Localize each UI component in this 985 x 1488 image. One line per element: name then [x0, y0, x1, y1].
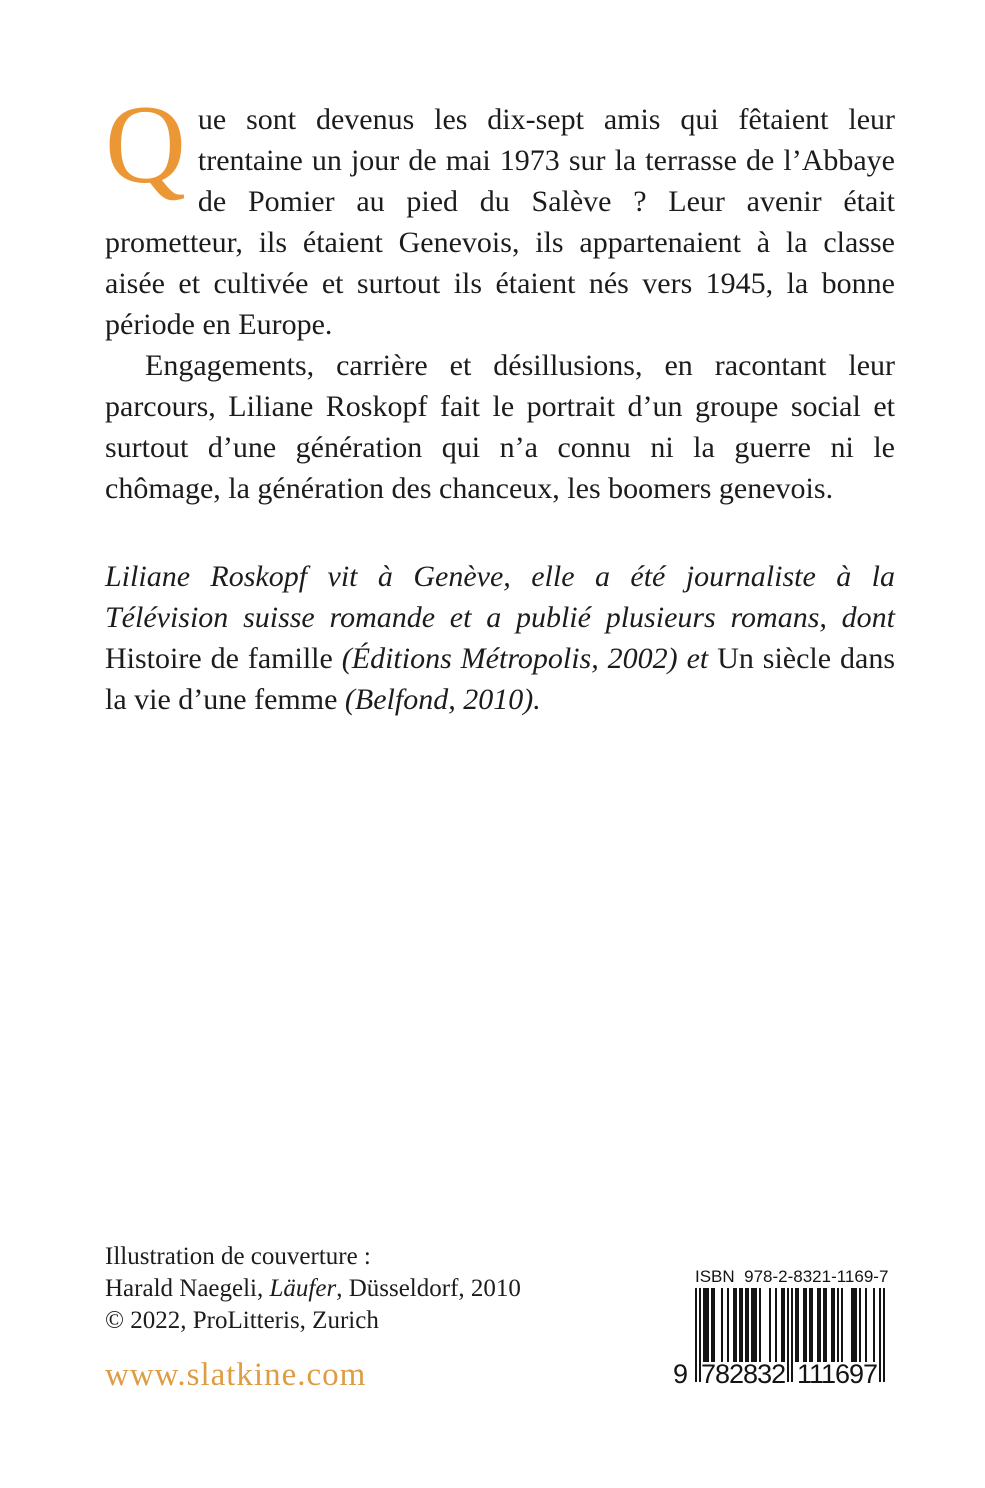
- credit-line-copyright: © 2022, ProLitteris, Zurich: [105, 1307, 379, 1334]
- bio-book-title-1: Histoire de famille: [105, 642, 333, 675]
- isbn-barcode: [647, 1266, 892, 1392]
- bio-text: (Belfond, 2010).: [337, 683, 541, 716]
- publisher-website-link[interactable]: www.slatkine.com: [105, 1357, 367, 1393]
- credit-artwork-title: Läufer: [269, 1275, 337, 1302]
- bio-book-title-2: Un siècle dans la vie d’une femme: [105, 642, 896, 716]
- credit-artwork-details: , Düsseldorf, 2010: [336, 1275, 521, 1302]
- bio-text: (Éditions Métropolis, 2002) et: [332, 642, 718, 675]
- isbn-number: ISBN 978-2-8321-1169-7: [695, 1267, 889, 1286]
- ean-digits-left: 782832: [701, 1359, 786, 1389]
- drop-cap-q: Q: [105, 83, 186, 207]
- credit-artist-name: Harald Naegeli,: [105, 1275, 270, 1302]
- credit-line-illustration: Illustration de couverture :: [105, 1243, 371, 1270]
- author-bio: [105, 556, 895, 720]
- ean-digits-right: 111697: [796, 1359, 878, 1389]
- synopsis-paragraph-2: Engagements, carrière et désillusions, en racontant leur parcours, Liliane Roskopf fait le portrait d’un groupe social et surtout d’une génération qui n’a connu ni la guerre ni le chômage, la génération des chanceux, les boomers genevois.: [105, 349, 895, 505]
- bio-text: Liliane Roskopf vit à Genève, elle a été journaliste à la Télévision suisse romande et a publié plusieurs romans, dont: [105, 560, 895, 634]
- cover-credits: [105, 1241, 605, 1337]
- synopsis: [105, 83, 895, 509]
- synopsis-paragraph-1: [105, 83, 895, 345]
- credit-line-artist: [105, 1273, 605, 1305]
- synopsis-paragraph-1-text: ue sont devenus les dix-sept amis qui fêtaient leur trentaine un jour de mai 1973 sur la terrasse de l’Abbaye de Pomier au pied du Salève ? Leur avenir était prometteur, ils étaient Genevois, ils appartenaient à la classe aisée et cultivée et surtout ils étaient nés vers 1945, la bonne période en Europe.: [105, 103, 895, 341]
- ean-digit-first: 9: [672, 1359, 687, 1389]
